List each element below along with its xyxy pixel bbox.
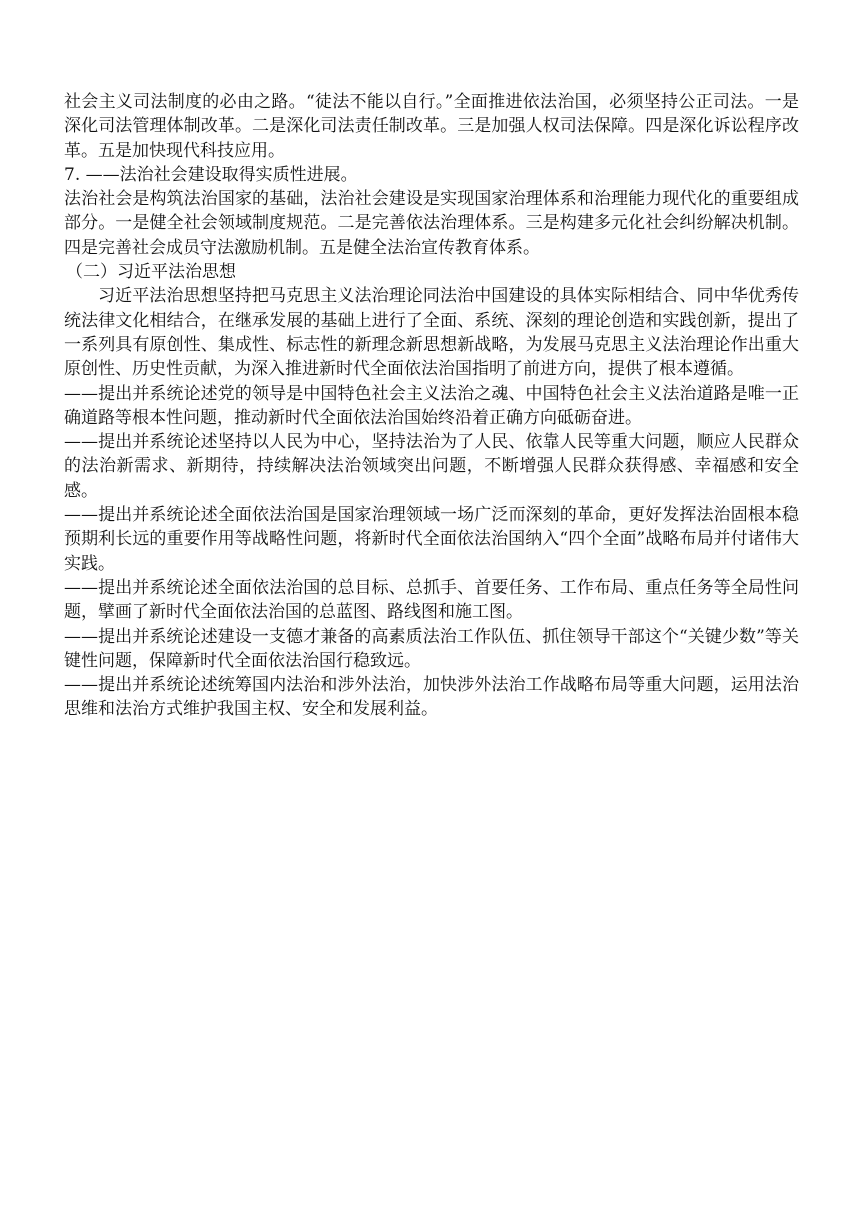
paragraph-judicial-system: 社会主义司法制度的必由之路。“徒法不能以自行。”全面推进依法治国，必须坚持公正司法。一是深化司法管理体制改革。二是深化司法责任制改革。三是加强人权司法保障。四是深化诉讼程序改革。五是加快现代科技应用。 (64, 92, 799, 161)
list-item-foreign-related-law: ——提出并系统论述统筹国内法治和涉外法治，加快涉外法治工作战略布局等重大问题，运用法治思维和法治方式维护我国主权、安全和发展利益。 (64, 675, 799, 720)
list-item-legal-workforce: ——提出并系统论述建设一支德才兼备的高素质法治工作队伍、抓住领导干部这个“关键少数”等关键性问题，保障新时代全面依法治国行稳致远。 (64, 626, 799, 671)
paragraph-rule-of-law-society: 法治社会是构筑法治国家的基础，法治社会建设是实现国家治理体系和治理能力现代化的重要组成部分。一是健全社会领域制度规范。二是完善依法治理体系。三是构建多元化社会纠纷解决机制。四是完善社会成员守法激励机制。五是健全法治宣传教育体系。 (64, 189, 799, 258)
list-item-overall-goal: ——提出并系统论述全面依法治国的总目标、总抓手、首要任务、工作布局、重点任务等全局性问题，擘画了新时代全面依法治国的总蓝图、路线图和施工图。 (64, 577, 799, 623)
list-item-people-centered: ——提出并系统论述坚持以人民为中心，坚持法治为了人民、依靠人民等重大问题，顺应人民群众的法治新需求、新期待，持续解决法治领域突出问题，不断增强人民群众获得感、幸福感和安全感。 (64, 432, 799, 501)
paragraph-thought-intro: 习近平法治思想坚持把马克思主义法治理论同法治中国建设的具体实际相结合、同中华优秀传统法律文化相结合，在继承发展的基础上进行了全面、系统、深刻的理论创造和实践创新，提出了一系列具有原创性、集成性、标志性的新理念新思想新战略，为发展马克思主义法治理论作出重大原创性、历史性贡献，为深入推进新时代全面依法治国指明了前进方向，提供了根本遵循。 (64, 286, 799, 380)
document-page (64, 90, 799, 722)
section-heading: （二）习近平法治思想 (66, 262, 236, 283)
paragraph-rule-of-law-society-heading: 7. ——法治社会建设取得实质性进展。 (64, 164, 358, 185)
list-item-party-leadership: ——提出并系统论述党的领导是中国特色社会主义法治之魂、中国特色社会主义法治道路是唯一正确道路等根本性问题，推动新时代全面依法治国始终沿着正确方向砥砺奋进。 (64, 383, 799, 428)
list-item-governance-revolution: ——提出并系统论述全面依法治国是国家治理领域一场广泛而深刻的革命，更好发挥法治固根本稳预期利长远的重要作用等战略性问题，将新时代全面依法治国纳入“四个全面”战略布局并付诸伟大实践。 (64, 505, 799, 574)
